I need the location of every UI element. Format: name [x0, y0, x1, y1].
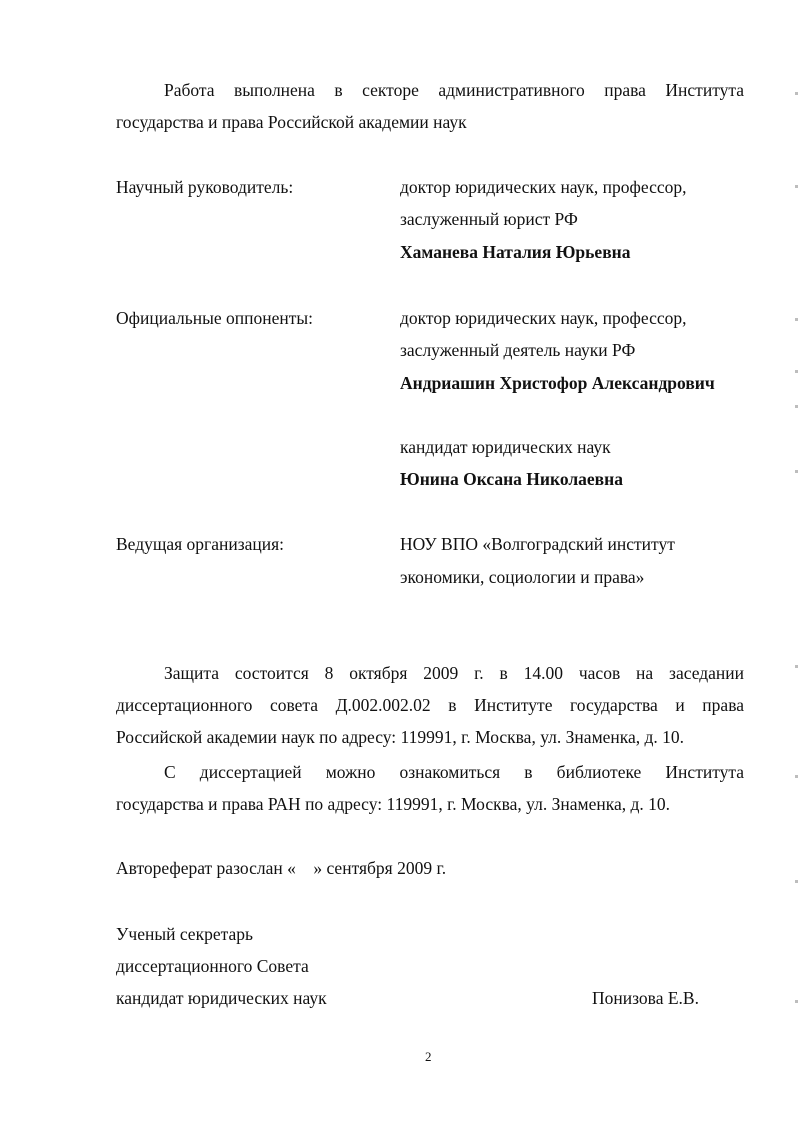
opponent-2-name: Юнина Оксана Николаевна [400, 469, 623, 489]
secretary-line-1: Ученый секретарь [116, 924, 253, 944]
scan-speck [795, 880, 798, 883]
leading-org-line-1: НОУ ВПО «Волгоградский институт [400, 534, 675, 554]
scan-speck [795, 1000, 798, 1003]
opponent-2-title-1: кандидат юридических наук [400, 437, 611, 457]
library-line-2: государства и права РАН по адресу: 119991, г. Москва, ул. Знаменка, д. 10. [116, 794, 671, 814]
defense-paragraph [116, 657, 744, 753]
secretary-name: Понизова Е.В. [592, 988, 699, 1008]
library-line-1: С диссертацией можно ознакомиться в библиотеке Института [164, 762, 744, 782]
scan-speck [795, 665, 798, 668]
leading-org-label: Ведущая организация: [116, 534, 285, 554]
library-paragraph [116, 756, 744, 820]
scan-speck [795, 470, 798, 473]
intro-line-2: государства и права Российской академии наук [116, 112, 467, 132]
defense-line-3: Российской академии наук по адресу: 119991, г. Москва, ул. Знаменка, д. 10. [116, 727, 685, 747]
scan-speck [795, 775, 798, 778]
sent-date-line: Автореферат разослан « » сентября 2009 г. [116, 858, 447, 878]
supervisor-name: Хаманева Наталия Юрьевна [400, 242, 631, 262]
defense-line-1: Защита состоится 8 октября 2009 г. в 14.00 часов на заседании [164, 663, 744, 683]
opponent-1-title-2: заслуженный деятель науки РФ [400, 340, 636, 360]
secretary-line-2: диссертационного Совета [116, 956, 309, 976]
supervisor-title-1: доктор юридических наук, профессор, [400, 177, 687, 197]
intro-paragraph [116, 74, 744, 138]
supervisor-title-2: заслуженный юрист РФ [400, 209, 578, 229]
scan-speck [795, 370, 798, 373]
scan-speck [795, 318, 798, 321]
scan-speck [795, 405, 798, 408]
scan-speck [795, 185, 798, 188]
opponent-1-title-1: доктор юридических наук, профессор, [400, 308, 687, 328]
defense-line-2: диссертационного совета Д.002.002.02 в Институте государства и права [116, 695, 744, 715]
scan-speck [795, 92, 798, 95]
opponent-1-name: Андриашин Христофор Александрович [400, 373, 715, 393]
supervisor-label: Научный руководитель: [116, 177, 294, 197]
secretary-line-3: кандидат юридических наук [116, 988, 327, 1008]
opponents-label: Официальные оппоненты: [116, 308, 313, 328]
leading-org-line-2: экономики, социологии и права» [400, 567, 645, 587]
intro-line-1: Работа выполнена в секторе административного права Института [164, 80, 744, 100]
page-number: 2 [425, 1049, 432, 1064]
